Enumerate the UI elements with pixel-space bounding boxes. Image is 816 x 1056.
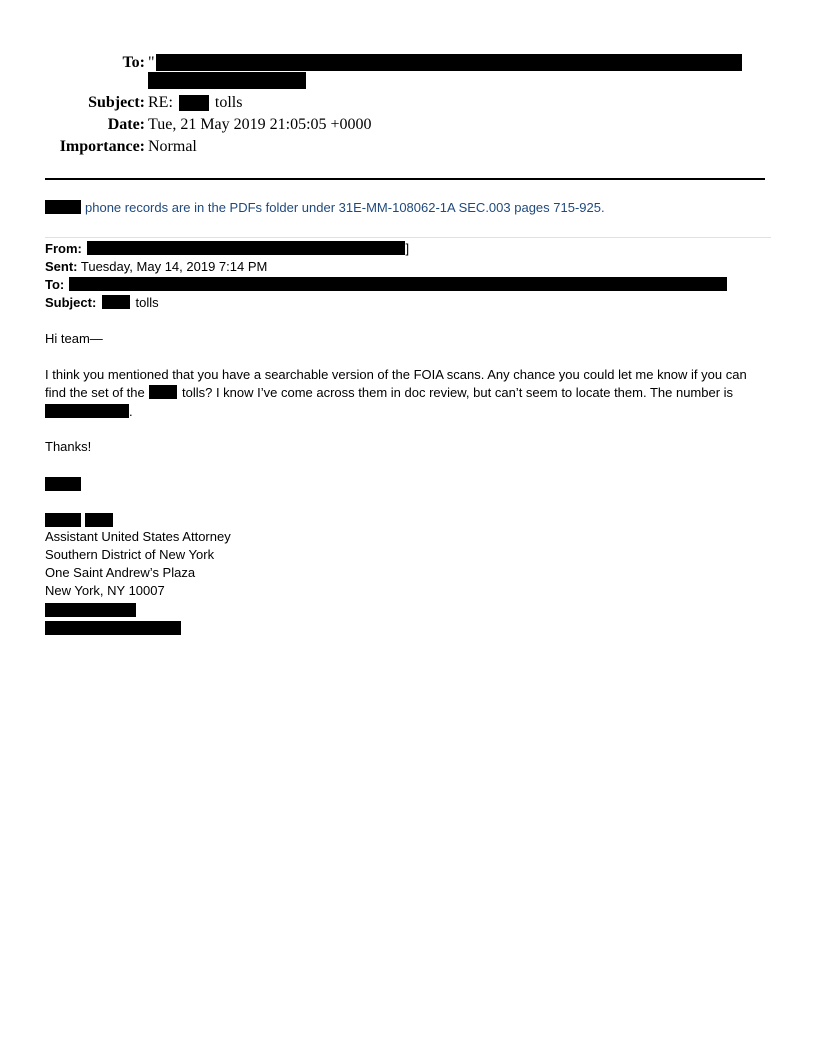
- to-row: [0, 53, 816, 75]
- orig-subject-label: Subject:: [45, 295, 97, 310]
- para1-line2-a: find the set of the: [45, 385, 145, 400]
- orig-subject-suffix: tolls: [135, 295, 159, 310]
- to-quote: ": [148, 54, 155, 71]
- orig-sent-row: [45, 258, 267, 276]
- redaction-body-name: [149, 385, 177, 399]
- greeting: Hi team—: [45, 331, 103, 346]
- subject-label: Subject:: [88, 94, 145, 111]
- orig-sent-value: Tuesday, May 14, 2019 7:14 PM: [80, 259, 268, 274]
- redaction-sig-last-name: [85, 513, 113, 527]
- date-label: Date:: [107, 116, 145, 133]
- header-divider: [45, 178, 765, 180]
- sig-address1: One Saint Andrew’s Plaza: [45, 565, 196, 580]
- importance-value: Normal: [148, 138, 197, 155]
- redaction-sig-first-name: [45, 513, 81, 527]
- redaction-orig-subject: [102, 295, 130, 309]
- redaction-sender-initials: [45, 477, 81, 491]
- subject-row: [0, 93, 816, 115]
- para1-line2-b: tolls? I know I’ve come across them in doc review, but can’t seem to locate them. The number is: [181, 385, 734, 400]
- redaction-sig-email: [45, 621, 181, 635]
- importance-row: [0, 137, 816, 159]
- sig-office: Southern District of New York: [45, 547, 215, 562]
- redaction-subject: [179, 95, 209, 111]
- to-value: [148, 53, 155, 73]
- para1-line3-end: .: [129, 404, 133, 419]
- to-label: To:: [122, 54, 145, 71]
- orig-sent-label: Sent:: [45, 259, 78, 274]
- para1-line2: [45, 384, 733, 402]
- quoted-divider: [45, 237, 771, 238]
- redaction-orig-to: [69, 277, 727, 291]
- reply-line: [45, 199, 605, 217]
- date-value: Tue, 21 May 2019 21:05:05 +0000: [148, 116, 372, 133]
- sig-title: Assistant United States Attorney: [45, 529, 231, 544]
- subject-prefix: RE:: [148, 94, 173, 111]
- orig-to-label: To:: [45, 277, 65, 292]
- orig-to-row: [45, 276, 727, 294]
- redaction-sig-phone: [45, 603, 136, 617]
- para1-line3: [45, 403, 133, 421]
- orig-subject-row: [45, 294, 159, 312]
- orig-from-row: [45, 240, 409, 258]
- redaction-reply-name: [45, 200, 81, 214]
- thanks: Thanks!: [45, 439, 92, 454]
- redaction-from: [87, 241, 405, 255]
- orig-from-suffix: ]: [405, 241, 410, 256]
- date-row: [0, 115, 816, 137]
- subject-value: [148, 93, 242, 113]
- redaction-phone-number: [45, 404, 129, 418]
- email-header: [0, 0, 816, 170]
- para1-line1: I think you mentioned that you have a searchable version of the FOIA scans. Any chance you could let me know if you can: [45, 367, 747, 382]
- sig-address2: New York, NY 10007: [45, 583, 165, 598]
- subject-suffix: tolls: [214, 94, 243, 111]
- orig-from-label: From:: [45, 241, 82, 256]
- importance-label: Importance:: [59, 138, 145, 155]
- redaction-to-line1: [156, 54, 742, 71]
- reply-text: phone records are in the PDFs folder under 31E-MM-108062-1A SEC.003 pages 715-925.: [85, 200, 605, 215]
- redaction-to-line2: [148, 72, 306, 89]
